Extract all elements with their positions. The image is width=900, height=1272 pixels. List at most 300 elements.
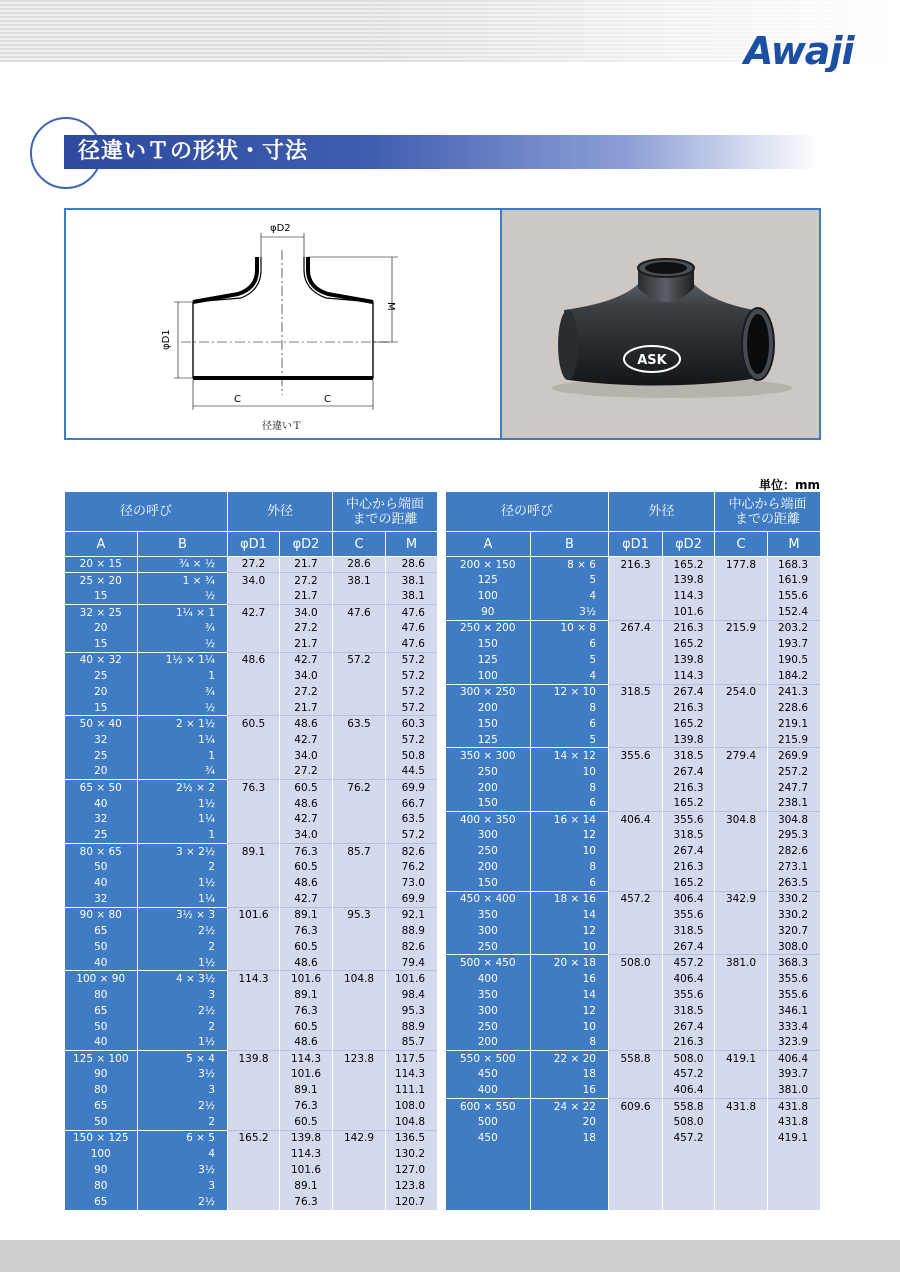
cell-center-c — [333, 875, 386, 891]
cell-center-c — [715, 764, 768, 780]
cell-outer-d1 — [228, 620, 280, 636]
cell-center-m: 98.4 — [386, 987, 438, 1003]
cell-center-m: 47.6 — [386, 620, 438, 636]
cell-outer-d2 — [663, 1194, 715, 1210]
cell-center-c: 85.7 — [333, 843, 386, 859]
table-row — [446, 987, 821, 1003]
cell-nominal-a: 20 — [65, 684, 138, 700]
cell-nominal-b: 20 × 18 — [531, 955, 609, 971]
cell-outer-d2: 457.2 — [663, 955, 715, 971]
table-row — [65, 1162, 438, 1178]
table-row — [446, 732, 821, 748]
cell-center-c — [715, 1162, 768, 1178]
table-row — [446, 780, 821, 796]
cell-outer-d1 — [228, 636, 280, 652]
cell-nominal-b: 12 × 10 — [531, 684, 609, 700]
cell-outer-d1: 267.4 — [609, 620, 663, 636]
cell-center-m: 203.2 — [768, 620, 821, 636]
table-row — [446, 636, 821, 652]
table-row — [65, 923, 438, 939]
cell-outer-d1 — [609, 588, 663, 604]
cell-nominal-b: 4 × 3½ — [138, 971, 228, 987]
cell-center-c: 76.2 — [333, 780, 386, 796]
cell-outer-d1 — [609, 923, 663, 939]
header-c: C — [715, 532, 768, 557]
cell-nominal-a: 200 — [446, 1035, 531, 1051]
cell-nominal-a: 125 — [446, 652, 531, 668]
cell-nominal-a: 150 × 125 — [65, 1130, 138, 1146]
table-row — [65, 1051, 438, 1067]
cell-outer-d2: 34.0 — [280, 604, 333, 620]
cell-outer-d1 — [609, 987, 663, 1003]
table-row — [446, 859, 821, 875]
cell-center-c — [715, 987, 768, 1003]
cell-nominal-b: ½ — [138, 636, 228, 652]
cell-outer-d1: 114.3 — [228, 971, 280, 987]
cell-center-m: 323.9 — [768, 1035, 821, 1051]
table-row — [446, 716, 821, 732]
header-b: B — [138, 532, 228, 557]
cell-center-c — [333, 1082, 386, 1098]
cell-center-c — [715, 1082, 768, 1098]
cell-outer-d1 — [609, 1003, 663, 1019]
cell-center-m: 38.1 — [386, 572, 438, 588]
cell-outer-d2: 406.4 — [663, 1082, 715, 1098]
table-row — [446, 955, 821, 971]
cell-outer-d2: 267.4 — [663, 684, 715, 700]
c-label-left: C — [234, 394, 241, 405]
cell-outer-d1 — [609, 780, 663, 796]
cell-center-m: 241.3 — [768, 684, 821, 700]
cell-center-c — [715, 668, 768, 684]
cell-nominal-b: 8 — [531, 700, 609, 716]
cell-outer-d2: 165.2 — [663, 875, 715, 891]
cell-center-c — [333, 1194, 386, 1210]
cell-outer-d1 — [228, 764, 280, 780]
header-d2: φD2 — [663, 532, 715, 557]
cell-center-c — [333, 700, 386, 716]
cell-nominal-a — [446, 1194, 531, 1210]
cell-center-c — [715, 700, 768, 716]
table-row — [65, 1178, 438, 1194]
cell-nominal-b — [531, 1178, 609, 1194]
cell-nominal-a: 200 — [446, 780, 531, 796]
cell-outer-d1 — [228, 812, 280, 828]
cell-center-m: 82.6 — [386, 939, 438, 955]
cell-nominal-a: 400 — [446, 1082, 531, 1098]
cell-center-c: 142.9 — [333, 1130, 386, 1146]
cell-nominal-a: 40 — [65, 796, 138, 812]
cell-nominal-b: 3½ — [138, 1067, 228, 1083]
table-row — [65, 1035, 438, 1051]
header-d2: φD2 — [280, 532, 333, 557]
cell-center-m: 295.3 — [768, 827, 821, 843]
cell-nominal-a: 65 — [65, 1003, 138, 1019]
cell-center-c: 431.8 — [715, 1098, 768, 1114]
cell-outer-d1 — [609, 636, 663, 652]
header-a: A — [446, 532, 531, 557]
cell-outer-d1 — [609, 1067, 663, 1083]
cell-center-c — [715, 1035, 768, 1051]
cell-nominal-a: 150 — [446, 796, 531, 812]
cell-outer-d2: 76.3 — [280, 843, 333, 859]
cell-center-m: 406.4 — [768, 1051, 821, 1067]
cell-nominal-b: 3 — [138, 987, 228, 1003]
cell-center-c — [715, 827, 768, 843]
cell-nominal-b — [531, 1194, 609, 1210]
cell-nominal-a: 65 — [65, 1098, 138, 1114]
cell-outer-d2: 34.0 — [280, 827, 333, 843]
cell-outer-d1 — [228, 859, 280, 875]
m-label: M — [385, 302, 396, 311]
cell-nominal-a: 80 — [65, 987, 138, 1003]
cell-nominal-b: 5 — [531, 652, 609, 668]
cell-center-m: 57.2 — [386, 827, 438, 843]
cell-center-m: 47.6 — [386, 604, 438, 620]
cell-center-m: 92.1 — [386, 907, 438, 923]
cell-nominal-a: 90 — [446, 604, 531, 620]
table-row — [446, 796, 821, 812]
cell-outer-d1 — [609, 875, 663, 891]
cell-center-m: 50.8 — [386, 748, 438, 764]
cell-nominal-a: 50 — [65, 939, 138, 955]
cell-center-c — [333, 684, 386, 700]
cell-nominal-b: 4 — [531, 588, 609, 604]
cell-center-c — [333, 1098, 386, 1114]
cell-outer-d1: 101.6 — [228, 907, 280, 923]
cell-nominal-b: 18 — [531, 1067, 609, 1083]
cell-center-m: 368.3 — [768, 955, 821, 971]
table-row — [65, 1067, 438, 1083]
cell-center-c: 215.9 — [715, 620, 768, 636]
cell-center-c — [715, 652, 768, 668]
cell-center-c — [333, 668, 386, 684]
cell-nominal-a: 40 — [65, 1035, 138, 1051]
cell-nominal-b: 3 × 2½ — [138, 843, 228, 859]
table-row — [65, 588, 438, 604]
cell-outer-d1 — [609, 859, 663, 875]
cell-outer-d2: 42.7 — [280, 652, 333, 668]
cell-outer-d2: 267.4 — [663, 764, 715, 780]
cell-center-m: 330.2 — [768, 891, 821, 907]
table-row — [65, 1194, 438, 1210]
cell-center-m: 69.9 — [386, 891, 438, 907]
cell-outer-d2: 508.0 — [663, 1114, 715, 1130]
cell-nominal-a: 20 — [65, 620, 138, 636]
cell-center-m: 28.6 — [386, 557, 438, 573]
cell-center-c: 95.3 — [333, 907, 386, 923]
cell-center-m: 155.6 — [768, 588, 821, 604]
cell-nominal-b: 8 — [531, 780, 609, 796]
cell-outer-d2: 48.6 — [280, 955, 333, 971]
table-row — [65, 652, 438, 668]
cell-nominal-a: 25 — [65, 827, 138, 843]
cell-outer-d2: 34.0 — [280, 748, 333, 764]
cell-outer-d2: 21.7 — [280, 636, 333, 652]
table-row — [446, 1194, 821, 1210]
cell-outer-d1 — [228, 939, 280, 955]
cell-nominal-b: 1 × ¾ — [138, 572, 228, 588]
cell-center-c — [715, 1194, 768, 1210]
table-row — [446, 1178, 821, 1194]
cell-nominal-b: 2½ × 2 — [138, 780, 228, 796]
cell-outer-d2: 76.3 — [280, 923, 333, 939]
cell-outer-d2: 165.2 — [663, 636, 715, 652]
page-title: 径違いＴの形状・寸法 — [78, 139, 309, 164]
table-row — [65, 939, 438, 955]
cell-center-c: 304.8 — [715, 812, 768, 828]
cell-outer-d2: 114.3 — [663, 668, 715, 684]
cell-nominal-a: 15 — [65, 588, 138, 604]
cell-center-c — [333, 891, 386, 907]
cell-outer-d1 — [228, 684, 280, 700]
cell-nominal-b: 3 — [138, 1082, 228, 1098]
cell-center-m: 247.7 — [768, 780, 821, 796]
cell-center-m: 381.0 — [768, 1082, 821, 1098]
cell-nominal-b — [531, 1146, 609, 1162]
c-label-right: C — [324, 394, 331, 405]
cell-outer-d2: 60.5 — [280, 1114, 333, 1130]
cell-center-c — [333, 955, 386, 971]
cell-center-c: 63.5 — [333, 716, 386, 732]
cell-center-m: 355.6 — [768, 987, 821, 1003]
cell-center-m: 304.8 — [768, 812, 821, 828]
cell-center-c: 57.2 — [333, 652, 386, 668]
cell-nominal-b: 3½ — [138, 1162, 228, 1178]
cell-center-m: 47.6 — [386, 636, 438, 652]
table-row — [446, 652, 821, 668]
table-row — [65, 764, 438, 780]
cell-nominal-a: 50 — [65, 1114, 138, 1130]
cell-outer-d2: 21.7 — [280, 557, 333, 573]
cell-outer-d2: 139.8 — [663, 732, 715, 748]
cell-nominal-b: 16 — [531, 971, 609, 987]
cell-center-m: 44.5 — [386, 764, 438, 780]
cell-center-m: 104.8 — [386, 1114, 438, 1130]
cell-nominal-b: 16 × 14 — [531, 812, 609, 828]
cell-center-m: 263.5 — [768, 875, 821, 891]
table-row — [65, 1082, 438, 1098]
cell-outer-d1: 139.8 — [228, 1051, 280, 1067]
cell-outer-d1: 457.2 — [609, 891, 663, 907]
cell-nominal-b: 2 × 1½ — [138, 716, 228, 732]
cell-center-m: 393.7 — [768, 1067, 821, 1083]
cell-nominal-b: 2 — [138, 1019, 228, 1035]
d1-label: φD1 — [161, 329, 172, 350]
cell-center-m: 320.7 — [768, 923, 821, 939]
cell-center-m — [768, 1178, 821, 1194]
cell-nominal-a: 65 — [65, 923, 138, 939]
cell-nominal-a: 100 × 90 — [65, 971, 138, 987]
dimension-drawing — [64, 208, 502, 440]
cell-outer-d1 — [228, 588, 280, 604]
cell-outer-d1 — [609, 907, 663, 923]
cell-outer-d2: 42.7 — [280, 891, 333, 907]
cell-center-c — [715, 636, 768, 652]
cell-nominal-a: 90 × 80 — [65, 907, 138, 923]
cell-outer-d2: 318.5 — [663, 748, 715, 764]
header-c: C — [333, 532, 386, 557]
cell-outer-d2: 318.5 — [663, 923, 715, 939]
cell-center-c — [333, 1067, 386, 1083]
cell-nominal-a: 550 × 500 — [446, 1051, 531, 1067]
cell-center-c — [333, 987, 386, 1003]
cell-nominal-b: 8 × 6 — [531, 557, 609, 573]
cell-outer-d2: 76.3 — [280, 1098, 333, 1114]
cell-center-c — [715, 780, 768, 796]
cell-nominal-b: 10 — [531, 764, 609, 780]
cell-outer-d2: 114.3 — [663, 588, 715, 604]
cell-nominal-b: 1 — [138, 827, 228, 843]
table-row — [65, 557, 438, 573]
cell-nominal-a: 65 — [65, 1194, 138, 1210]
cell-nominal-b: 12 — [531, 1003, 609, 1019]
unit-label: 単位：mm — [758, 478, 820, 492]
cell-outer-d1 — [228, 1098, 280, 1114]
cell-nominal-b: ¾ — [138, 620, 228, 636]
cell-outer-d2: 508.0 — [663, 1051, 715, 1067]
header-m: M — [386, 532, 438, 557]
table-row — [446, 971, 821, 987]
header-outer: 外径 — [228, 492, 333, 532]
cell-center-c — [715, 1003, 768, 1019]
cell-nominal-a: 200 — [446, 700, 531, 716]
cell-outer-d2: 34.0 — [280, 668, 333, 684]
cell-outer-d2: 27.2 — [280, 764, 333, 780]
cell-nominal-b: 10 — [531, 843, 609, 859]
cell-outer-d2: 267.4 — [663, 939, 715, 955]
cell-outer-d1 — [228, 875, 280, 891]
cell-center-m: 168.3 — [768, 557, 821, 573]
cell-center-c — [333, 939, 386, 955]
photo-brand-mark: ASK — [637, 353, 667, 368]
cell-nominal-b: 6 — [531, 636, 609, 652]
table-row — [446, 620, 821, 636]
cell-outer-d1 — [228, 1003, 280, 1019]
cell-nominal-a: 125 — [446, 732, 531, 748]
cell-nominal-b: 2 — [138, 859, 228, 875]
cell-nominal-b: 1½ — [138, 955, 228, 971]
table-row — [446, 1003, 821, 1019]
cell-outer-d2: 318.5 — [663, 827, 715, 843]
table-row — [446, 1130, 821, 1146]
cell-center-c — [333, 812, 386, 828]
header-a: A — [65, 532, 138, 557]
cell-outer-d1 — [228, 827, 280, 843]
cell-outer-d2: 165.2 — [663, 716, 715, 732]
cell-nominal-b: 10 × 8 — [531, 620, 609, 636]
cell-outer-d1 — [228, 1035, 280, 1051]
cell-center-c — [333, 748, 386, 764]
cell-outer-d1 — [609, 1146, 663, 1162]
table-row — [65, 971, 438, 987]
table-row — [65, 1019, 438, 1035]
cell-outer-d1: 165.2 — [228, 1130, 280, 1146]
cell-nominal-b: 1¼ — [138, 732, 228, 748]
cell-outer-d1 — [228, 1146, 280, 1162]
table-row — [65, 1146, 438, 1162]
cell-nominal-a: 150 — [446, 716, 531, 732]
cell-nominal-b: 5 — [531, 572, 609, 588]
cell-outer-d1 — [609, 700, 663, 716]
cell-center-c — [715, 1146, 768, 1162]
cell-nominal-a: 450 × 400 — [446, 891, 531, 907]
cell-outer-d1 — [609, 796, 663, 812]
cell-nominal-a: 250 — [446, 1019, 531, 1035]
cell-outer-d1 — [609, 652, 663, 668]
cell-center-c — [715, 588, 768, 604]
cell-center-m: 282.6 — [768, 843, 821, 859]
cell-center-m: 419.1 — [768, 1130, 821, 1146]
cell-nominal-a: 450 — [446, 1067, 531, 1083]
cell-center-m: 238.1 — [768, 796, 821, 812]
cell-outer-d2: 60.5 — [280, 859, 333, 875]
table-row — [65, 604, 438, 620]
cell-nominal-b: 4 — [138, 1146, 228, 1162]
cell-outer-d1 — [609, 604, 663, 620]
cell-nominal-a — [446, 1178, 531, 1194]
header-center-line1: 中心から端面 — [728, 496, 807, 512]
dimension-table-right — [445, 491, 821, 1210]
cell-nominal-b: ¾ × ½ — [138, 557, 228, 573]
table-row — [65, 636, 438, 652]
cell-outer-d1 — [609, 1035, 663, 1051]
cell-outer-d1: 508.0 — [609, 955, 663, 971]
table-row — [65, 827, 438, 843]
cell-center-c — [333, 636, 386, 652]
cell-outer-d1: 34.0 — [228, 572, 280, 588]
cell-center-m: 38.1 — [386, 588, 438, 604]
cell-outer-d1: 76.3 — [228, 780, 280, 796]
cell-outer-d2: 355.6 — [663, 812, 715, 828]
cell-outer-d1 — [609, 1114, 663, 1130]
cell-center-c: 342.9 — [715, 891, 768, 907]
cell-outer-d2: 48.6 — [280, 796, 333, 812]
cell-center-m: 57.2 — [386, 684, 438, 700]
cell-outer-d2: 216.3 — [663, 859, 715, 875]
cell-nominal-a: 350 — [446, 907, 531, 923]
cell-outer-d2: 48.6 — [280, 875, 333, 891]
cell-outer-d1: 89.1 — [228, 843, 280, 859]
table-row — [65, 684, 438, 700]
cell-nominal-a: 250 — [446, 939, 531, 955]
cell-nominal-b: 6 — [531, 796, 609, 812]
table-row — [446, 764, 821, 780]
cell-outer-d1: 558.8 — [609, 1051, 663, 1067]
cell-center-m: 308.0 — [768, 939, 821, 955]
table-row — [65, 955, 438, 971]
cell-center-m: 66.7 — [386, 796, 438, 812]
cell-nominal-a — [446, 1146, 531, 1162]
cell-center-c — [333, 1019, 386, 1035]
cell-nominal-b: 14 — [531, 987, 609, 1003]
cell-outer-d1 — [609, 1130, 663, 1146]
cell-outer-d1: 48.6 — [228, 652, 280, 668]
cell-nominal-b: 14 × 12 — [531, 748, 609, 764]
cell-nominal-b: 14 — [531, 907, 609, 923]
cell-outer-d2: 216.3 — [663, 700, 715, 716]
cell-center-m: 193.7 — [768, 636, 821, 652]
cell-nominal-a: 125 × 100 — [65, 1051, 138, 1067]
cell-outer-d2: 216.3 — [663, 780, 715, 796]
table-row — [65, 875, 438, 891]
cell-nominal-a: 600 × 550 — [446, 1098, 531, 1114]
cell-nominal-a: 32 — [65, 812, 138, 828]
cell-nominal-a: 40 × 32 — [65, 652, 138, 668]
cell-outer-d1 — [228, 923, 280, 939]
cell-outer-d2: 60.5 — [280, 780, 333, 796]
cell-center-m: 76.2 — [386, 859, 438, 875]
